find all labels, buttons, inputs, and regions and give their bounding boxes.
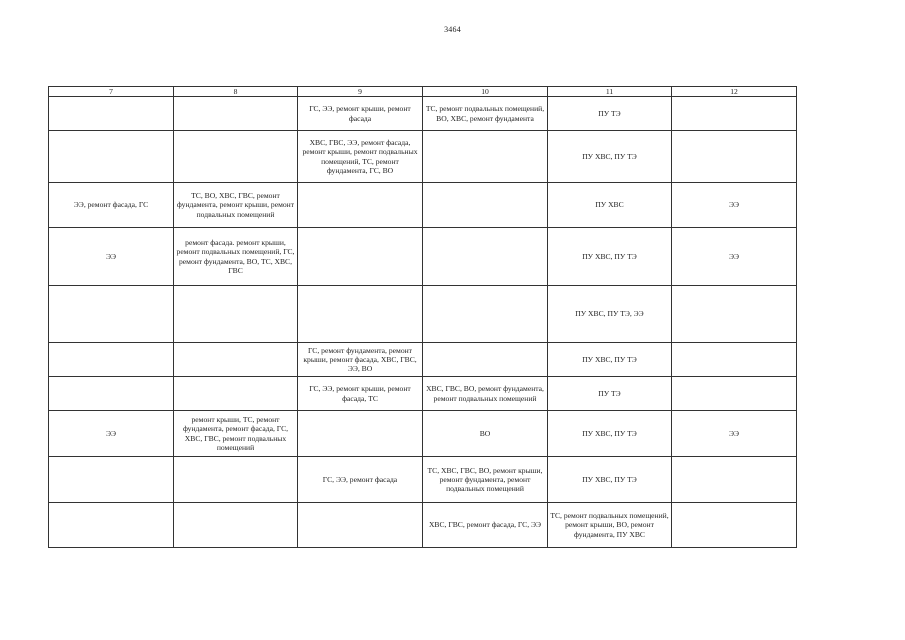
table-cell: [49, 503, 174, 548]
works-table: [48, 86, 797, 548]
table-row: [49, 457, 797, 503]
table-cell: ТС, ВО, ХВС, ГВС, ремонт фундамента, ремонт крыши, ремонт подвальных помещений: [174, 183, 298, 228]
table-cell: [298, 228, 423, 286]
table-cell: [174, 131, 298, 183]
table-row: [49, 97, 797, 131]
table-cell: ХВС, ГВС, ВО, ремонт фундамента, ремонт подвальных помещений: [423, 377, 548, 411]
table-cell: ТС, ремонт подвальных помещений, ремонт крыши, ВО, ремонт фундамента, ПУ ХВС: [548, 503, 672, 548]
table-cell: ЭЭ: [49, 411, 174, 457]
table-cell: ПУ ХВС, ПУ ТЭ: [548, 228, 672, 286]
table-cell: ремонт крыши, ТС, ремонт фундамента, ремонт фасада, ГС, ХВС, ГВС, ремонт подвальных помещений: [174, 411, 298, 457]
table-cell: ПУ ХВС, ПУ ТЭ: [548, 131, 672, 183]
table-cell: [298, 183, 423, 228]
table-cell: ГС, ЭЭ, ремонт крыши, ремонт фасада, ТС: [298, 377, 423, 411]
table-cell: [423, 343, 548, 377]
column-header: 11: [548, 87, 672, 97]
table-cell: ЭЭ: [49, 228, 174, 286]
table-cell: [49, 97, 174, 131]
table-cell: ПУ ХВС, ПУ ТЭ: [548, 343, 672, 377]
table-cell: [174, 457, 298, 503]
table-cell: ПУ ХВС, ПУ ТЭ: [548, 457, 672, 503]
table-cell: ЭЭ: [672, 228, 797, 286]
table-cell: ПУ ТЭ: [548, 377, 672, 411]
table-row: [49, 228, 797, 286]
table-cell: [174, 377, 298, 411]
column-header: 12: [672, 87, 797, 97]
table-cell: ЭЭ: [672, 183, 797, 228]
table-cell: [423, 286, 548, 343]
table-row: [49, 503, 797, 548]
table-cell: ПУ ХВС: [548, 183, 672, 228]
table-cell: [672, 286, 797, 343]
table-cell: ЭЭ: [672, 411, 797, 457]
column-header: 9: [298, 87, 423, 97]
table-row: [49, 183, 797, 228]
table-cell: ГС, ремонт фундамента, ремонт крыши, ремонт фасада, ХВС, ГВС, ЭЭ, ВО: [298, 343, 423, 377]
table-cell: [49, 377, 174, 411]
column-header: 8: [174, 87, 298, 97]
table-cell: ПУ ТЭ: [548, 97, 672, 131]
table-row: [49, 377, 797, 411]
table-cell: [49, 457, 174, 503]
table-cell: [49, 131, 174, 183]
table-cell: ТС, ХВС, ГВС, ВО, ремонт крыши, ремонт фундамента, ремонт подвальных помещений: [423, 457, 548, 503]
table-cell: [423, 131, 548, 183]
table-cell: ПУ ХВС, ПУ ТЭ, ЭЭ: [548, 286, 672, 343]
table-cell: [298, 503, 423, 548]
table-cell: [672, 97, 797, 131]
table-cell: [174, 286, 298, 343]
column-header: 10: [423, 87, 548, 97]
table-cell: [49, 286, 174, 343]
table-cell: [298, 286, 423, 343]
table-cell: ЭЭ, ремонт фасада, ГС: [49, 183, 174, 228]
table-cell: [174, 503, 298, 548]
table-cell: [672, 377, 797, 411]
table-cell: ГС, ЭЭ, ремонт крыши, ремонт фасада: [298, 97, 423, 131]
table-cell: ремонт фасада. ремонт крыши, ремонт подвальных помещений, ГС, ремонт фундамента, ВО, ТС, ХВС, ГВС: [174, 228, 298, 286]
table-row: [49, 131, 797, 183]
table-cell: ПУ ХВС, ПУ ТЭ: [548, 411, 672, 457]
table-cell: [672, 343, 797, 377]
table-body: [49, 97, 797, 548]
table-cell: [298, 411, 423, 457]
table-cell: [174, 343, 298, 377]
table-cell: ВО: [423, 411, 548, 457]
header-row: [49, 87, 797, 97]
table-cell: [672, 503, 797, 548]
table-cell: ХВС, ГВС, ЭЭ, ремонт фасада, ремонт крыши, ремонт подвальных помещений, ТС, ремонт фундамента, ГС, ВО: [298, 131, 423, 183]
page-number: 3464: [444, 25, 461, 34]
column-header: 7: [49, 87, 174, 97]
table-row: [49, 286, 797, 343]
table-row: [49, 411, 797, 457]
table-cell: ХВС, ГВС, ремонт фасада, ГС, ЭЭ: [423, 503, 548, 548]
table-cell: [49, 343, 174, 377]
table-cell: [423, 183, 548, 228]
table-cell: [672, 457, 797, 503]
table-cell: ТС, ремонт подвальных помещений, ВО, ХВС, ремонт фундамента: [423, 97, 548, 131]
table-cell: [174, 97, 298, 131]
table-row: [49, 343, 797, 377]
table-cell: ГС, ЭЭ, ремонт фасада: [298, 457, 423, 503]
table-cell: [672, 131, 797, 183]
table-cell: [423, 228, 548, 286]
